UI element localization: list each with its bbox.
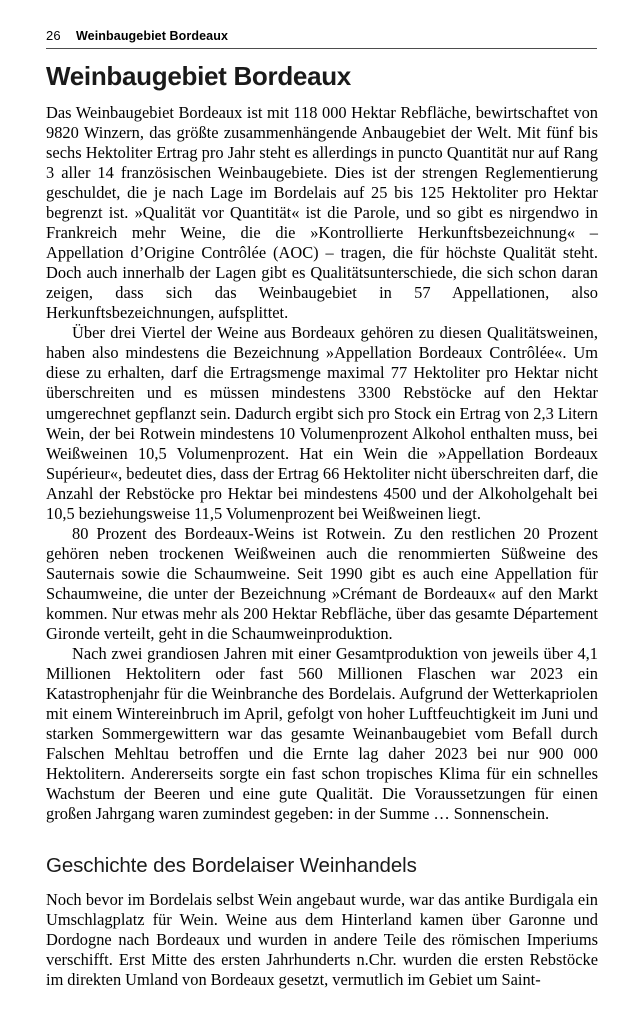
paragraph-2: Über drei Viertel der Weine aus Bordeaux gehören zu diesen Qualitätsweinen, haben also mindestens die Bezeichnung »Appellation Bordeaux Contrôlée«. Um diese zu erhalten, darf die Ertragsmenge maximal 77 Hektoliter pro Hektar nicht überschreiten und es müssen mindestens 3300 Rebstöcke auf den Hektar umgerechnet gepflanzt sein. Dadurch ergibt sich pro Stock ein Ertrag von 2,3 Litern Wein, der bei Rotwein mindestens 10 Volumenprozent Alkohol enthalten muss, bei Weißweinen 10,5 Volumenprozent. Hat ein Wein die »Appellation Bordeaux Supérieur«, bedeutet dies, dass der Ertrag 66 Hektoliter nicht überschreiten darf, die Anzahl der Rebstöcke pro Hektar bei mindestens 4500 und der Alkoholgehalt bei 10,5 beziehungsweise 11,5 Volumenprozent bei Weißweinen liegt. xyxy=(46,323,598,523)
paragraph-4: Nach zwei grandiosen Jahren mit einer Gesamtproduktion von jeweils über 4,1 Millionen Hektolitern oder fast 560 Millionen Flaschen war 2023 ein Katastrophenjahr für die Weinbranche des Bordelais. Aufgrund der Wetterkapriolen mit einem Wintereinbruch im April, gefolgt von hoher Luftfeuchtigkeit im Juni und starken Sommergewittern war das gesamte Weinanbaugebiet vom Befall durch Falschen Mehltau betroffen und die Ernte lag daher 2023 bei nur 900 000 Hektolitern. Andererseits sorgte ein fast schon tropisches Klima für ein schnelles Wachstum der Beeren und eine gute Qualität. Die Voraussetzungen für einen großen Jahrgang waren zumindest gegeben: in der Summe … Sonnenschein. xyxy=(46,644,598,824)
running-head xyxy=(46,0,598,43)
page-content-column xyxy=(46,0,598,990)
page-title: Weinbaugebiet Bordeaux xyxy=(46,60,351,91)
paragraph-3: 80 Prozent des Bordeaux-Weins ist Rotwein. Zu den restlichen 20 Prozent gehören neben trockenen Weißweinen auch die renommierten Süßweine des Sauternais sowie die Schaumweine. Seit 1990 gibt es auch eine Appellation für Schaumweine, die unter der Bezeichnung »Crémant de Bordeaux« auf den Markt kommen. Nur etwas mehr als 200 Hektar Rebfläche, über das gesamte Département Gironde verteilt, geht in die Schaumweinproduktion. xyxy=(46,523,598,644)
page-number: 26 xyxy=(46,28,61,43)
body-text-block xyxy=(46,103,598,825)
header-rule xyxy=(46,48,597,49)
paragraph-1: Das Weinbaugebiet Bordeaux ist mit 118 000 Hektar Rebfläche, bewirtschaftet von 9820 Winzern, das größte zusammenhängende Anbaugebiet der Welt. Mit fünf bis sechs Hektoliter Ertrag pro Jahr steht es allerdings in puncto Quantität nur auf Rang 3 aller 14 französischen Weinbaugebiete. Dies ist der strengen Reglementierung geschuldet, die je nach Lage im Bordelais auf 25 bis 125 Hektoliter pro Hektar begrenzt ist. »Qualität vor Quantität« ist die Parole, und so gibt es nirgendwo in Frankreich mehr Weine, die die »Kontrollierte Herkunftsbezeichnung« – Appellation d’Origine Contrôlée (AOC) – tragen, die für höchste Qualität steht. Doch auch innerhalb der Lagen gibt es Qualitätsunterschiede, die sich schon daran zeigen, dass sich das Weinbaugebiet in 57 Appellationen, also Herkunftsbezeichnungen, aufsplittet. xyxy=(46,102,598,323)
paragraph-5: Noch bevor im Bordelais selbst Wein angebaut wurde, war das antike Burdigala ein Umschlagplatz für Wein. Weine aus dem Hinterland kamen über Garonne und Dordogne nach Bordeaux und wurden in andere Teile des römischen Imperiums verschifft. Erst Mitte des ersten Jahrhunderts n.Chr. wurden die ersten Rebstöcke im direkten Umland von Bordeaux gesetzt, vermutlich im Gebiet um Saint- xyxy=(46,890,598,990)
running-head-title: Weinbaugebiet Bordeaux xyxy=(76,29,228,43)
section-heading: Geschichte des Bordelaiser Weinhandels xyxy=(46,854,417,878)
body-text-block-secondary xyxy=(46,890,598,990)
